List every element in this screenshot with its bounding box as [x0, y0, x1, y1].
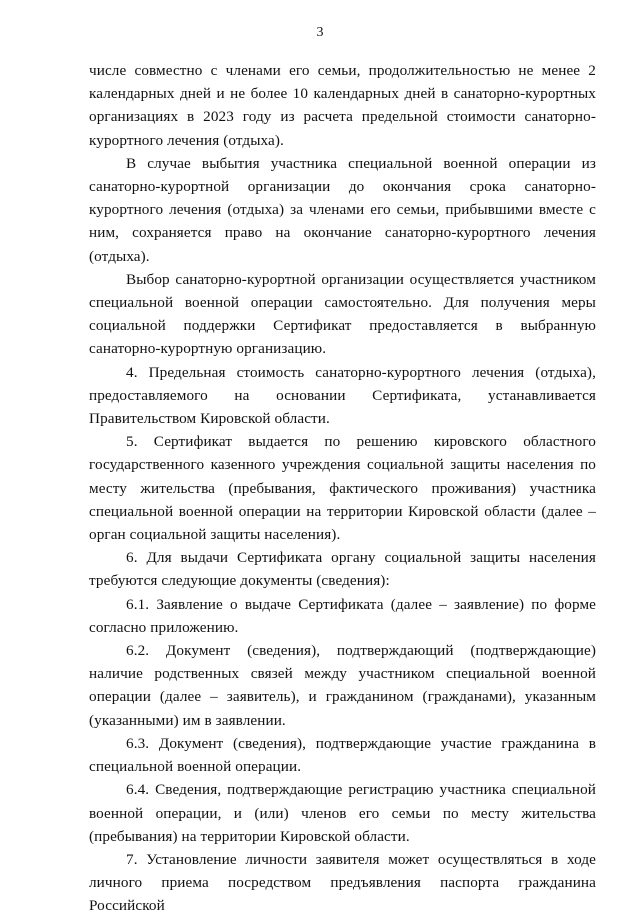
paragraph-continuation: числе совместно с членами его семьи, продолжительностью не менее 2 календарных дней и не более 10 календарных дней в санаторно-курортных организациях в 2023 году из расчета предельной стоимости санаторно-курортного лечения (отдыха). — [89, 62, 596, 149]
paragraph-item-7: 7. Установление личности заявителя может осуществляться в ходе личного приема посредством предъявления паспорта гражданина Российской — [89, 850, 596, 915]
paragraph-item-6-4: 6.4. Сведения, подтверждающие регистрацию участника специальной военной операции, и (или) членов его семьи по месту жительства (пребывания) на территории Кировской области. — [89, 781, 596, 845]
paragraph-item-6-3: 6.3. Документ (сведения), подтверждающие участие гражданина в специальной военной операции. — [89, 734, 596, 776]
document-body — [89, 59, 596, 918]
paragraph-item-4: 4. Предельная стоимость санаторно-курортного лечения (отдыха), предоставляемого на основании Сертификата, устанавливается Правительством Кировской области. — [89, 363, 596, 428]
page-number: 3 — [316, 25, 324, 40]
paragraph-item-6: 6. Для выдачи Сертификата органу социальной защиты населения требуются следующие документы (сведения): — [89, 549, 596, 590]
paragraph-item-5: 5. Сертификат выдается по решению кировского областного государственного казенного учреждения социальной защиты населения по месту жительства (пребывания, фактического проживания) участника специальной военной операции на территории Кировской области (далее – орган социальной защиты населения). — [89, 433, 596, 544]
paragraph-item-6-2: 6.2. Документ (сведения), подтверждающий (подтверждающие) наличие родственных связей между участником специальной военной операции (далее – заявитель), и гражданином (гражданами), указанным (указанными) им в заявлении. — [89, 642, 596, 729]
paragraph-choice: Выбор санаторно-курортной организации осуществляется участником специальной военной операции самостоятельно. Для получения меры социальной поддержки Сертификат предоставляется в выбранную санаторно-курортную организацию. — [89, 270, 596, 358]
paragraph-withdrawal: В случае выбытия участника специальной военной операции из санаторно-курортной организации до окончания срока санаторно-курортного лечения (отдыха) за членами его семьи, прибывшими вместе с ним, сохраняется право на окончание санаторно-курортного лечения (отдыха). — [89, 154, 596, 265]
paragraph-item-6-1: 6.1. Заявление о выдаче Сертификата (далее – заявление) по форме согласно приложению. — [89, 595, 596, 636]
